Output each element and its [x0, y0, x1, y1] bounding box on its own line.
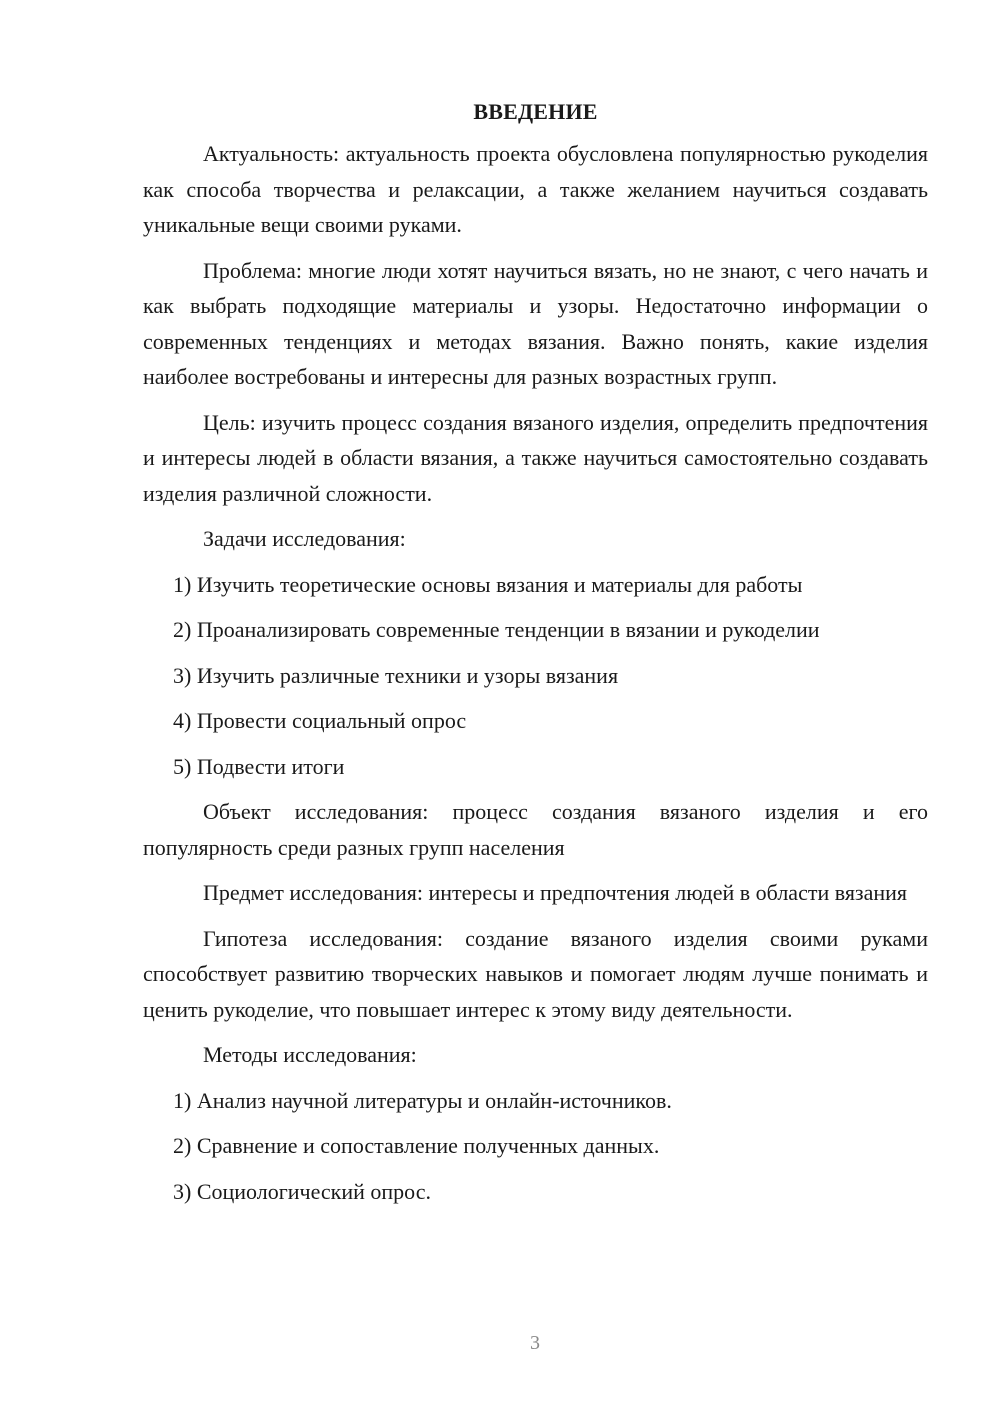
- method-item: 2) Сравнение и сопоставление полученных данных.: [173, 1133, 660, 1158]
- methods-heading: Методы исследования:: [203, 1042, 417, 1067]
- task-item: 5) Подвести итоги: [173, 753, 345, 779]
- relevance-paragraph: Актуальность: актуальность проекта обусловлена популярностью рукоделия как способа творчества и релаксации, а также желанием научиться создавать уникальные вещи своими руками.: [143, 141, 928, 237]
- method-item: 1) Анализ научной литературы и онлайн-источников.: [173, 1087, 672, 1113]
- task-item: 3) Изучить различные техники и узоры вязания: [173, 662, 619, 688]
- goal-paragraph: Цель: изучить процесс создания вязаного изделия, определить предпочтения и интересы людей в области вязания, а также научиться самостоятельно создавать изделия различной сложности.: [143, 409, 928, 506]
- task-item: 2) Проанализировать современные тенденции в вязании и рукоделии: [173, 617, 820, 642]
- subject-paragraph: Предмет исследования: интересы и предпочтения людей в области вязания: [203, 880, 908, 905]
- task-item: 1) Изучить теоретические основы вязания и материалы для работы: [173, 571, 803, 597]
- method-item: 3) Социологический опрос.: [173, 1178, 431, 1204]
- hypothesis-paragraph: Гипотеза исследования: создание вязаного изделия своими руками способствует развитию творческих навыков и помогает людям лучше понимать и ценить рукоделие, что повышает интерес к этому виду деятельности.: [143, 925, 928, 1022]
- problem-paragraph: Проблема: многие люди хотят научиться вязать, но не знают, с чего начать и как выбрать подходящие материалы и узоры. Недостаточно информации о современных тенденциях и методах вязания. Важно понять, какие изделия наиболее востребованы и интересны для разных возрастных групп.: [143, 257, 928, 389]
- tasks-heading: Задачи исследования:: [203, 526, 406, 551]
- section-title: ВВЕДЕНИЕ: [473, 99, 598, 124]
- object-paragraph: Объект исследования: процесс создания вязаного изделия и его популярность среди разных групп населения: [143, 799, 928, 860]
- page-content: [143, 96, 928, 1219]
- task-item: 4) Провести социальный опрос: [173, 708, 467, 733]
- page-number: 3: [530, 1332, 540, 1354]
